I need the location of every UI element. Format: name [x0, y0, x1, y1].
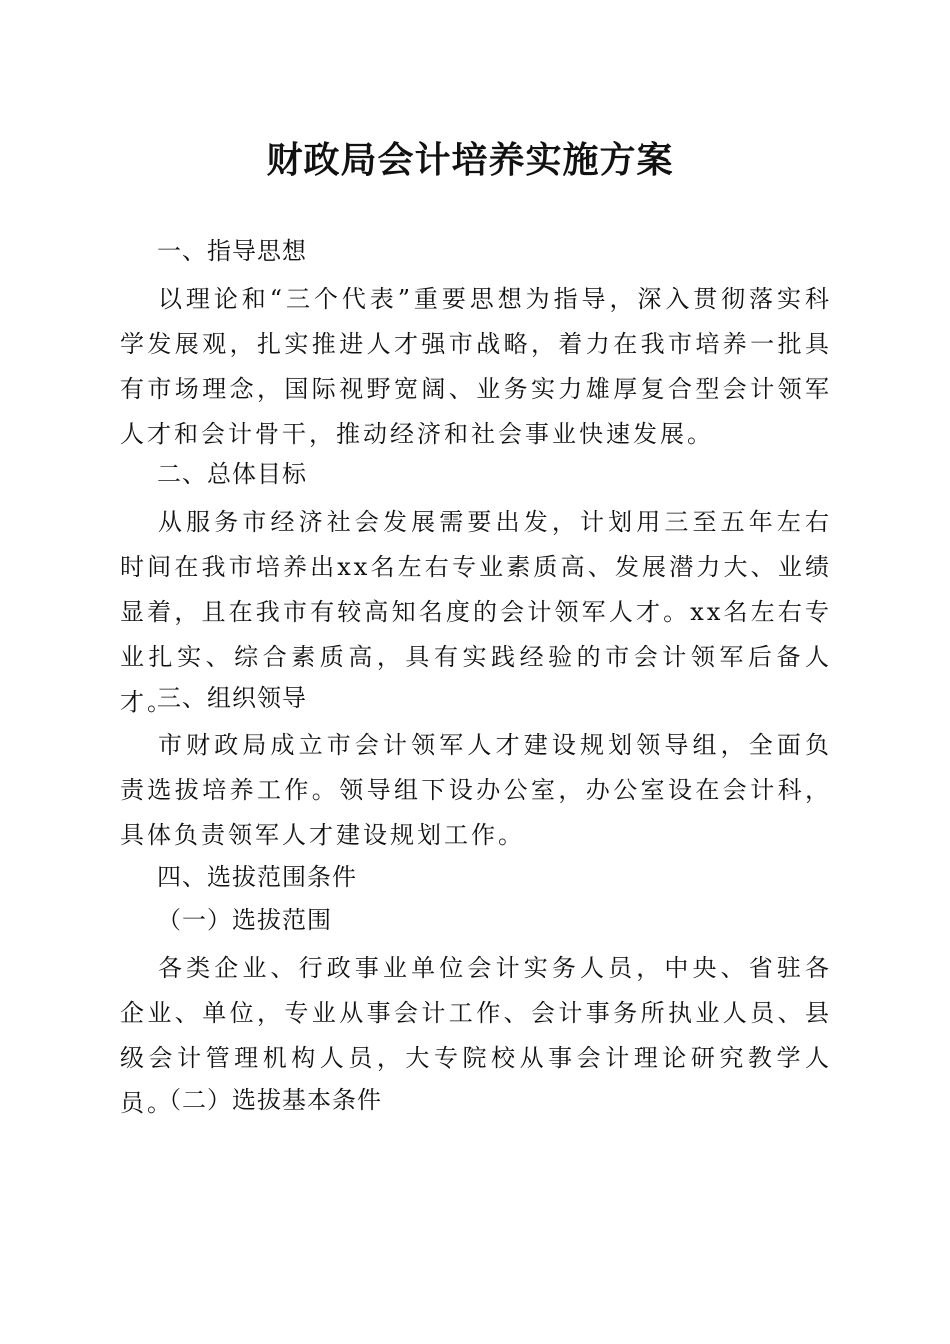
subsection-heading-selection-range: （一）选拔范围 [157, 906, 332, 934]
section-heading-organization: 三、组织领导 [157, 684, 307, 712]
subsection-paragraph-selection-range: 各类企业、行政事业单位会计实务人员，中央、省驻各企业、单位，专业从事会计工作、会计事务所执业人员、县级会计管理机构人员，大专院校从事会计理论研究教学人员。 [120, 954, 832, 1117]
section-heading-guiding-thought: 一、指导思想 [157, 237, 307, 265]
subsection-heading-basic-conditions: （二）选拔基本条件 [157, 1086, 382, 1114]
document-title: 财政局会计培养实施方案 [266, 139, 674, 181]
section-paragraph-organization: 市财政局成立市会计领军人才建设规划领导组，全面负责选拔培养工作。领导组下设办公室，办公室设在会计科，具体负责领军人才建设规划工作。 [120, 731, 832, 849]
section-paragraph-guiding-thought: 以理论和“三个代表”重要思想为指导，深入贯彻落实科学发展观，扎实推进人才强市战略，着力在我市培养一批具有市场理念，国际视野宽阔、业务实力雄厚复合型会计领军人才和会计骨干，推动经济和社会事业快速发展。 [120, 285, 832, 448]
section-heading-selection-scope: 四、选拔范围条件 [157, 863, 357, 891]
section-heading-overall-goal: 二、总体目标 [157, 460, 307, 488]
section-paragraph-overall-goal: 从服务市经济社会发展需要出发，计划用三至五年左右时间在我市培养出xx名左右专业素质高、发展潜力大、业绩显着，且在我市有较高知名度的会计领军人才。xx名左右专业扎实、综合素质高，具有实践经验的市会计领军后备人才。 [120, 508, 832, 716]
